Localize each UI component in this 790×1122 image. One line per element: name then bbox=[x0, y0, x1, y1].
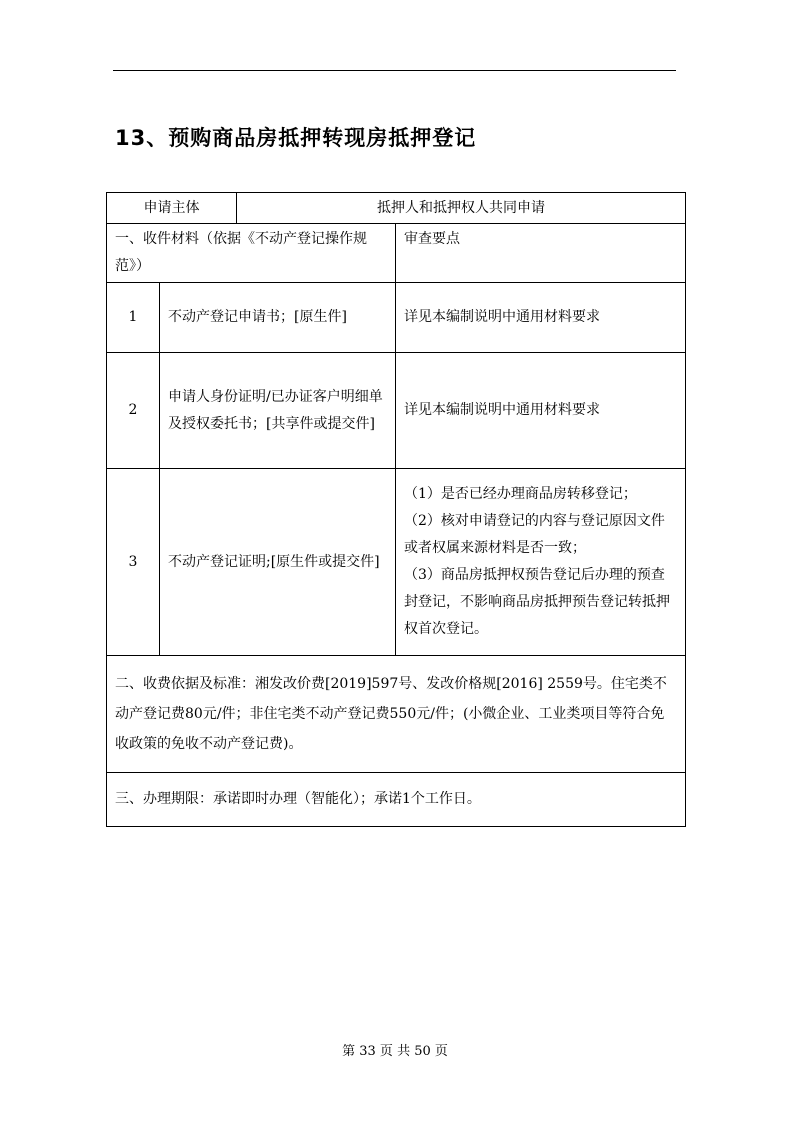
review-cell: 详见本编制说明中通用材料要求 bbox=[396, 353, 686, 469]
applicant-label: 申请主体 bbox=[107, 193, 237, 224]
deadline-row bbox=[107, 773, 686, 827]
table-row bbox=[107, 283, 686, 353]
review-point: （3）商品房抵押权预告登记后办理的预查封登记，不影响商品房抵押预告登记转抵押权首次登记。 bbox=[404, 567, 670, 637]
review-cell: 详见本编制说明中通用材料要求 bbox=[396, 283, 686, 353]
review-cell bbox=[396, 469, 686, 656]
material-cell: 申请人身份证明/已办证客户明细单及授权委托书；[共享件或提交件] bbox=[160, 353, 396, 469]
deadline-text: 三、办理期限：承诺即时办理（智能化）；承诺1个工作日。 bbox=[107, 773, 686, 827]
material-cell: 不动产登记证明;[原生件或提交件] bbox=[160, 469, 396, 656]
fee-text: 二、收费依据及标准：湘发改价费[2019]597号、发改价格规[2016] 2559号。住宅类不动产登记费80元/件；非住宅类不动产登记费550元/件；(小微企业、工业类项目等符合免收政策的免收不动产登记费)。 bbox=[107, 656, 686, 773]
applicant-value: 抵押人和抵押权人共同申请 bbox=[237, 193, 686, 224]
row-number: 1 bbox=[107, 283, 160, 353]
material-cell: 不动产登记申请书；[原生件] bbox=[160, 283, 396, 353]
registration-table bbox=[106, 192, 686, 827]
review-point: （1）是否已经办理商品房转移登记； bbox=[404, 486, 637, 502]
table-row bbox=[107, 353, 686, 469]
review-header: 审查要点 bbox=[396, 224, 686, 283]
fee-row bbox=[107, 656, 686, 773]
review-point: （2）核对申请登记的内容与登记原因文件或者权属来源材料是否一致； bbox=[404, 513, 665, 556]
table-row bbox=[107, 469, 686, 656]
page-title: 13、预购商品房抵押转现房抵押登记 bbox=[115, 126, 477, 150]
materials-header-row bbox=[107, 224, 686, 283]
row-number: 2 bbox=[107, 353, 160, 469]
materials-header: 一、收件材料（依据《不动产登记操作规范》） bbox=[107, 224, 396, 283]
row-number: 3 bbox=[107, 469, 160, 656]
applicant-row bbox=[107, 193, 686, 224]
header-rule bbox=[113, 70, 676, 71]
page-footer: 第 33 页 共 50 页 bbox=[342, 1044, 448, 1059]
